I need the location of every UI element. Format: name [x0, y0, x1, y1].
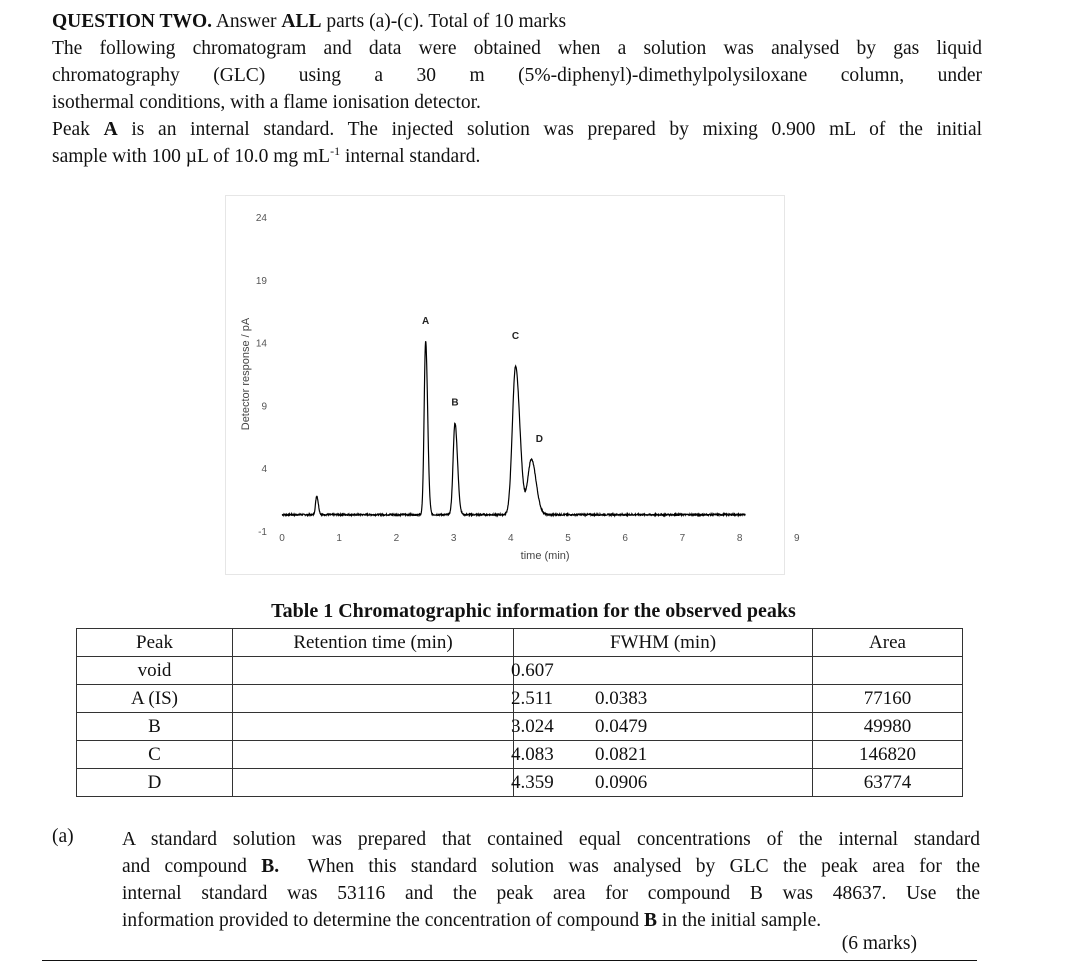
table-row [77, 713, 963, 741]
table-header-row [77, 629, 963, 657]
question-intro [52, 8, 982, 170]
y-axis-label: Detector response / pA [240, 317, 252, 431]
instruction-bold: ALL [281, 11, 322, 32]
standard-line2-sup: -1 [330, 144, 341, 158]
table-cell: 0.0821 [514, 741, 813, 769]
part-a-marks: (6 marks) [841, 933, 917, 954]
part-a-label: (a) [52, 826, 74, 847]
x-tick-label: 5 [565, 533, 571, 544]
part-a-line2-post: When this standard solution was analysed by GLC the peak area for the [307, 856, 981, 877]
y-tick-label: -1 [258, 527, 267, 538]
y-tick-label: 4 [261, 464, 267, 476]
table-cell [813, 657, 963, 685]
peak-label-a: A [422, 315, 430, 327]
instruction-pre: Answer [215, 11, 277, 32]
table-cell: D [77, 769, 233, 797]
header-retention-time: Retention time (min) [233, 629, 514, 657]
x-tick-label: 2 [393, 533, 400, 544]
question-title-line [52, 8, 982, 35]
y-tick-label: 24 [255, 213, 267, 224]
question-heading: QUESTION TWO. [52, 11, 213, 32]
standard-line2-pre: sample with 100 µL of 10.0 mg mL [52, 146, 331, 167]
table-cell: 2.511 [233, 685, 514, 713]
chromatographic-table [76, 628, 963, 797]
y-tick-label: 9 [261, 401, 267, 413]
table-caption: Table 1 Chromatographic information for the observed peaks [271, 600, 796, 622]
x-tick-label: 8 [736, 533, 743, 544]
intro-line-3: isothermal conditions, with a flame ionisation detector. [52, 92, 481, 113]
table-cell [514, 657, 813, 685]
x-tick-label: 4 [508, 533, 514, 544]
table-row [77, 657, 963, 685]
peak-label-d: D [535, 433, 543, 445]
part-a-line2-pre: and compound [122, 856, 247, 877]
table-cell: void [77, 657, 233, 685]
x-tick-label: 0 [279, 533, 285, 544]
table-cell: 77160 [813, 685, 963, 713]
table-cell: C [77, 741, 233, 769]
peak-label-c: C [511, 330, 520, 342]
table-cell: 4.083 [233, 741, 514, 769]
part-a-line-1: A standard solution was prepared that contained equal concentrations of the internal standard [122, 829, 980, 850]
y-tick-label: 14 [255, 338, 267, 350]
part-a-line-3: internal standard was 53116 and the peak area for compound B was 48637. Use the [122, 883, 980, 904]
header-area: Area [813, 629, 963, 657]
table-row [77, 685, 963, 713]
header-peak: Peak [77, 629, 233, 657]
header-fwhm: FWHM (min) [514, 629, 813, 657]
peak-label-b: B [451, 397, 459, 409]
x-tick-label: 6 [622, 533, 628, 544]
standard-line1-post: is an internal standard. The injected solution was prepared by mixing 0.900 mL of the initial [131, 119, 983, 140]
chromatogram-chart [225, 195, 800, 575]
standard-line-1 [52, 116, 982, 143]
x-tick-label: 7 [679, 533, 686, 544]
y-tick-label: 19 [255, 275, 267, 287]
chart-frame [226, 196, 785, 575]
table-cell: 49980 [813, 713, 963, 741]
x-tick-label: 9 [794, 533, 800, 544]
table-cell: B [77, 713, 233, 741]
table-row [77, 741, 963, 769]
part-a-text [122, 826, 980, 934]
table-cell: 3.024 [233, 713, 514, 741]
table-cell: 0.0906 [514, 769, 813, 797]
standard-peak-label: A [103, 119, 118, 140]
x-axis-label: time (min) [520, 550, 570, 562]
intro-line-1: The following chromatogram and data were obtained when a solution was analysed by gas liquid [52, 38, 982, 59]
part-a-line-4 [122, 907, 980, 934]
instruction-post: parts (a)-(c). Total of 10 marks [326, 11, 567, 32]
standard-line2-post: internal standard. [344, 146, 481, 167]
intro-line-2: chromatography (GLC) using a 30 m (5%-diphenyl)-dimethylpolysiloxane column, under [52, 65, 982, 86]
table-cell: A (IS) [77, 685, 233, 713]
part-a-line4-pre: information provided to determine the concentration of compound [122, 910, 640, 931]
table-row [77, 769, 963, 797]
part-a-compound-b-2: B [644, 910, 658, 931]
part-a-line-2 [122, 853, 980, 880]
table-cell: 4.359 [233, 769, 514, 797]
part-a-line4-post: in the initial sample. [661, 910, 822, 931]
table-cell: 0.0479 [514, 713, 813, 741]
x-tick-label: 3 [450, 533, 457, 544]
standard-line1-pre: Peak [52, 119, 90, 140]
table-cell: 0.0383 [514, 685, 813, 713]
x-tick-label: 1 [336, 533, 342, 544]
table-cell: 0.607 [233, 657, 514, 685]
table-cell: 63774 [813, 769, 963, 797]
standard-line-2 [52, 143, 982, 170]
table-cell: 146820 [813, 741, 963, 769]
part-a-compound-b: B. [261, 856, 280, 877]
